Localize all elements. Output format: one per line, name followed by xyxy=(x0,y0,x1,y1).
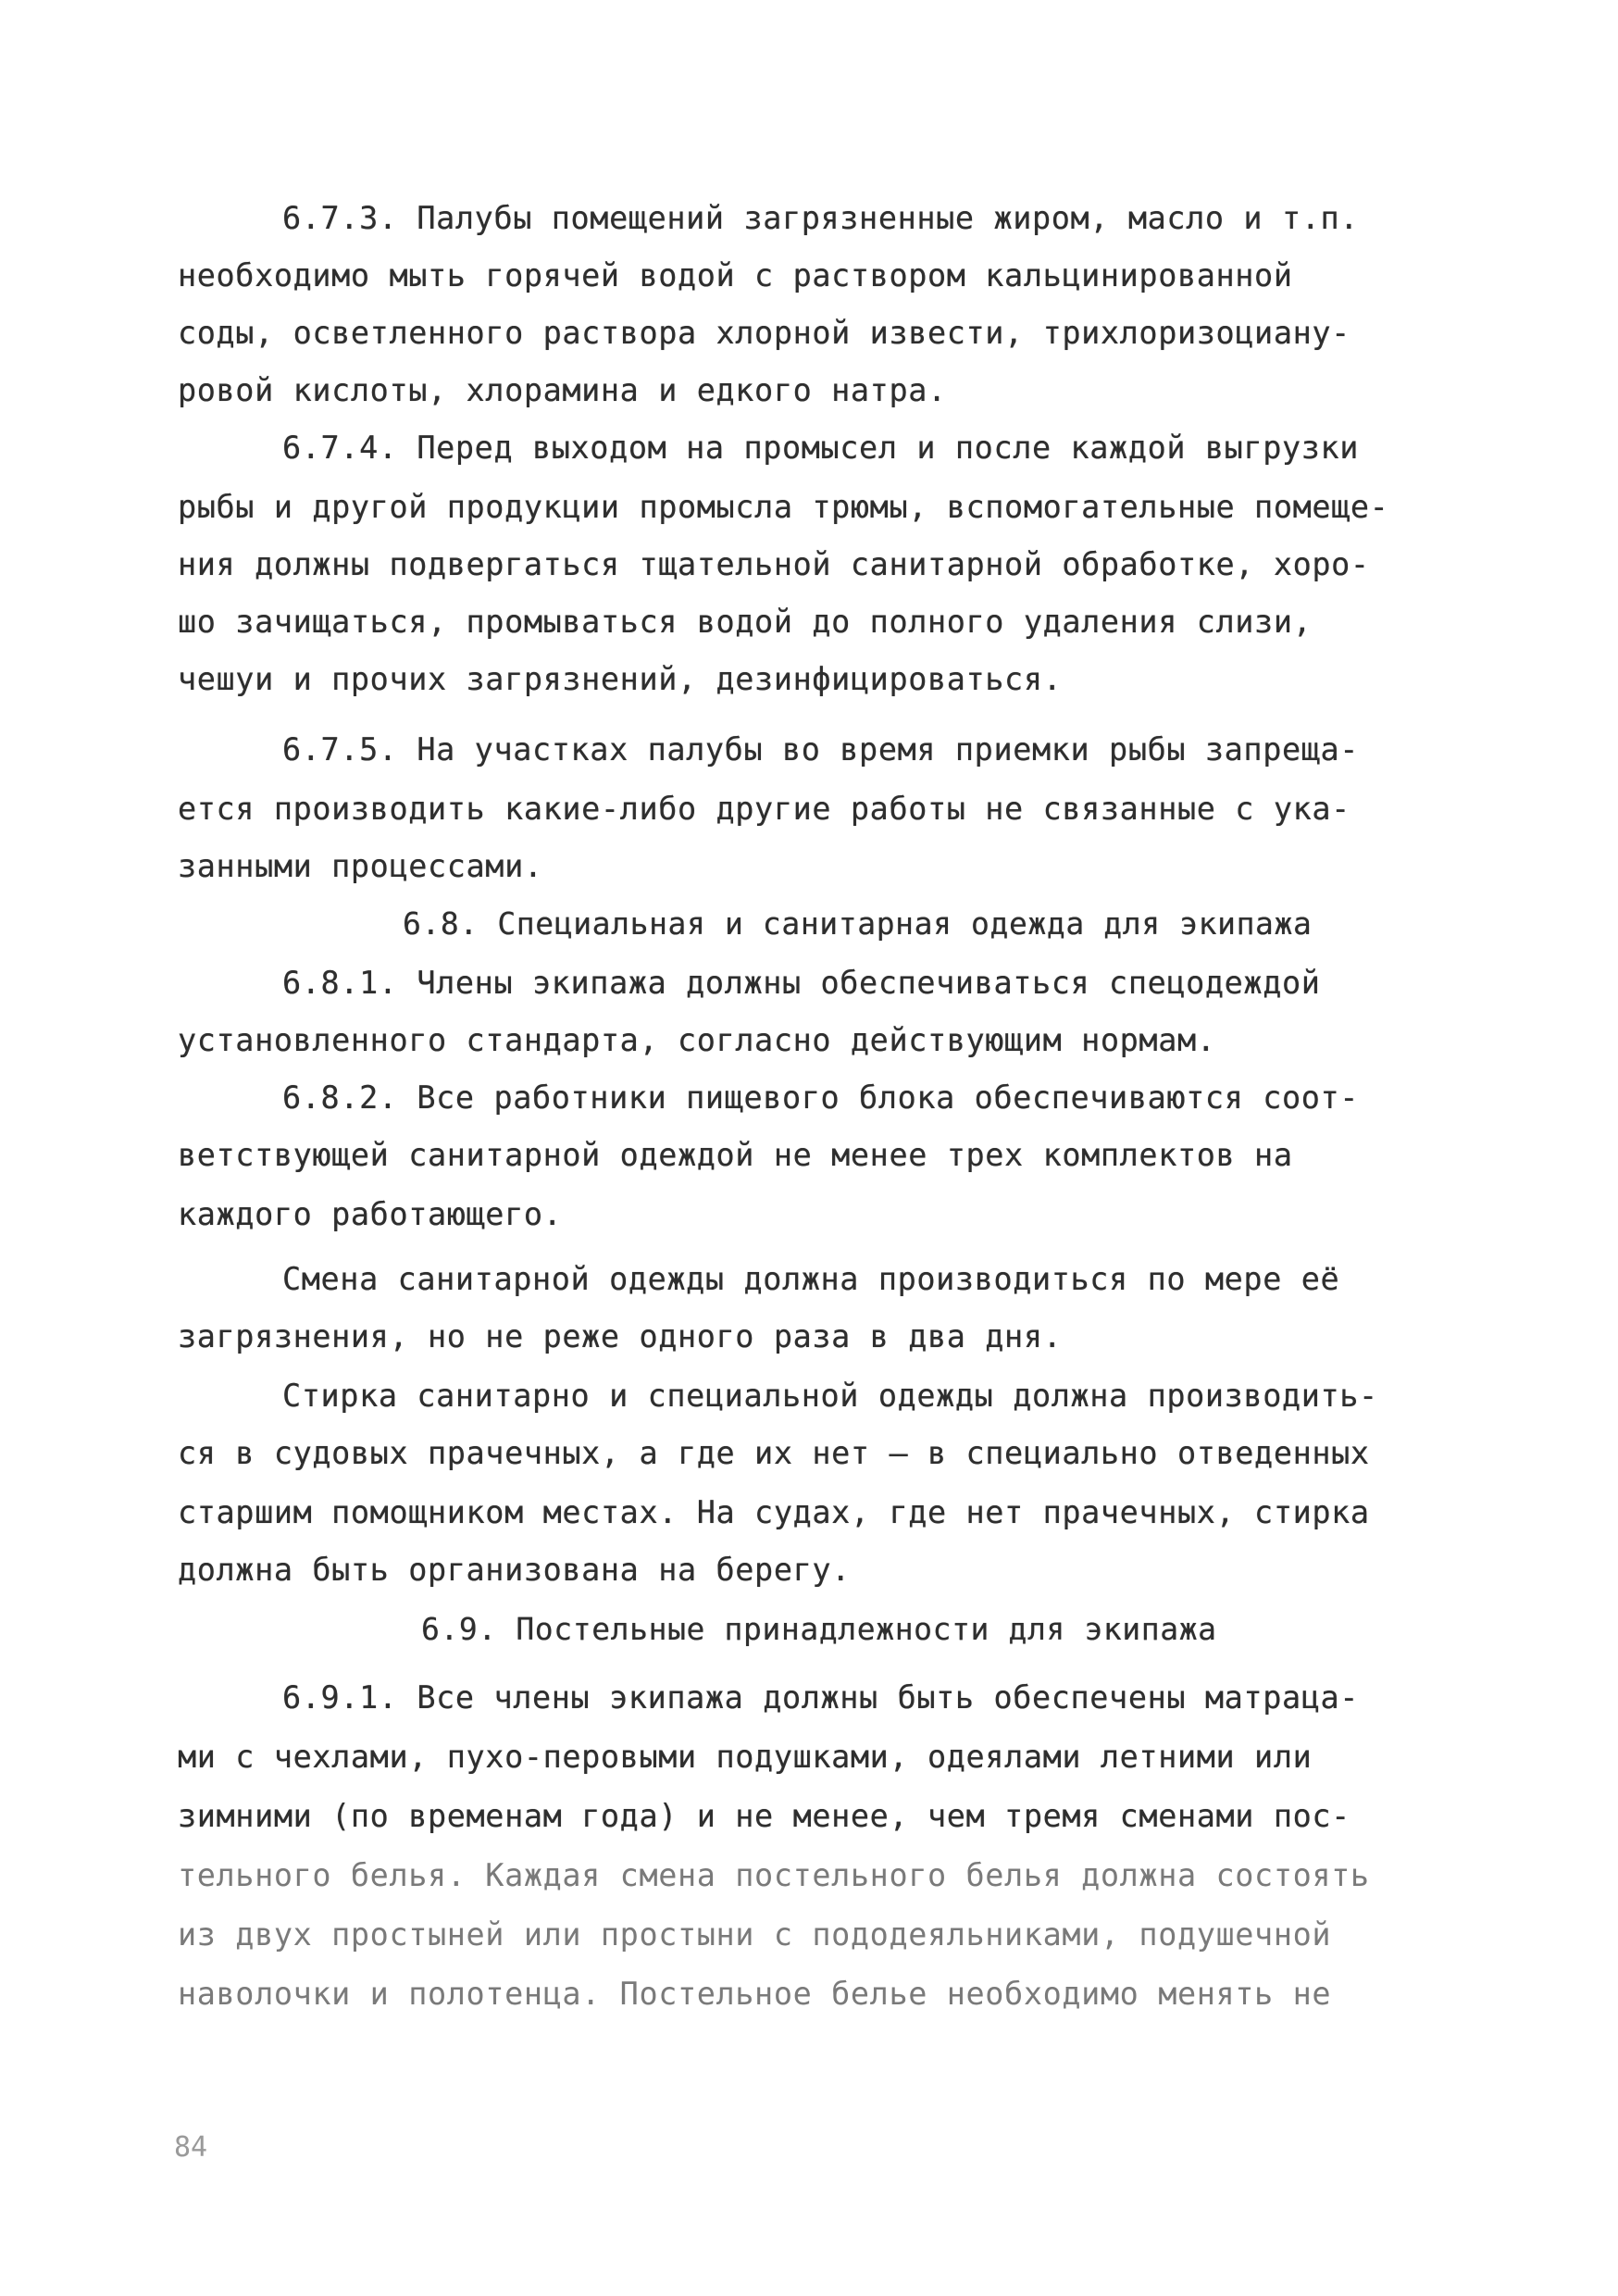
text-line: из двух простыней или простыни с пододеяльниками, подушечной xyxy=(178,1916,1332,1953)
text-line: установленного стандарта, согласно действующим нормам. xyxy=(178,1022,1216,1058)
text-line: Стирка санитарно и специальной одежды должна производить- xyxy=(282,1378,1378,1414)
page-number: 84 xyxy=(174,2131,208,2164)
text-line: соды, осветленного раствора хлорной извести, трихлоризоциану- xyxy=(178,315,1350,351)
text-line: 6.7.4. Перед выходом на промысел и после каждой выгрузки xyxy=(282,430,1360,466)
text-line: ния должны подвергаться тщательной санитарной обработке, хоро- xyxy=(178,546,1370,582)
text-line: шо зачищаться, промываться водой до полного удаления слизи, xyxy=(178,604,1313,640)
section-heading: 6.9. Постельные принадлежности для экипажа xyxy=(421,1611,1217,1647)
text-line: ется производить какие-либо другие работы не связанные с ука- xyxy=(178,791,1350,827)
text-line: необходимо мыть горячей водой с раствором кальцинированной xyxy=(178,257,1293,293)
text-line: 6.8.1. Члены экипажа должны обеспечиваться спецодеждой xyxy=(282,965,1321,1001)
text-line: 6.8.2. Все работники пищевого блока обеспечиваются соот- xyxy=(282,1079,1360,1116)
text-line: ми с чехлами, пухо-перовыми подушками, одеялами летними или xyxy=(178,1739,1313,1775)
text-line: загрязнения, но не реже одного раза в два дня. xyxy=(178,1318,1063,1354)
text-line: чешуи и прочих загрязнений, дезинфицироваться. xyxy=(178,661,1063,697)
text-line: рыбы и другой продукции промысла трюмы, вспомогательные помеще- xyxy=(178,489,1389,525)
text-line: ветствующей санитарной одеждой не менее трех комплектов на xyxy=(178,1137,1293,1173)
text-line: наволочки и полотенца. Постельное белье необходимо менять не xyxy=(178,1976,1332,2012)
text-line: зимними (по временам года) и не менее, чем тремя сменами пос- xyxy=(178,1798,1350,1834)
text-line: занными процессами. xyxy=(178,848,543,884)
text-line: каждого работающего. xyxy=(178,1196,563,1232)
text-line: 6.9.1. Все члены экипажа должны быть обеспечены матраца- xyxy=(282,1679,1360,1716)
text-line: ровой кислоты, хлорамина и едкого натра. xyxy=(178,372,947,408)
text-line: Смена санитарной одежды должна производиться по мере её xyxy=(282,1261,1340,1297)
section-heading: 6.8. Специальная и санитарная одежда для экипажа xyxy=(403,905,1313,942)
text-line: тельного белья. Каждая смена постельного белья должна состоять xyxy=(178,1857,1370,1893)
text-line: должна быть организована на берегу. xyxy=(178,1552,851,1588)
text-line: ся в судовых прачечных, а где их нет – в специально отведенных xyxy=(178,1435,1370,1471)
text-line: старшим помощником местах. На судах, где нет прачечных, стирка xyxy=(178,1494,1370,1530)
text-line: 6.7.3. Палубы помещений загрязненные жиром, масло и т.п. xyxy=(282,200,1360,236)
text-line: 6.7.5. На участках палубы во время приемки рыбы запреща- xyxy=(282,731,1360,767)
